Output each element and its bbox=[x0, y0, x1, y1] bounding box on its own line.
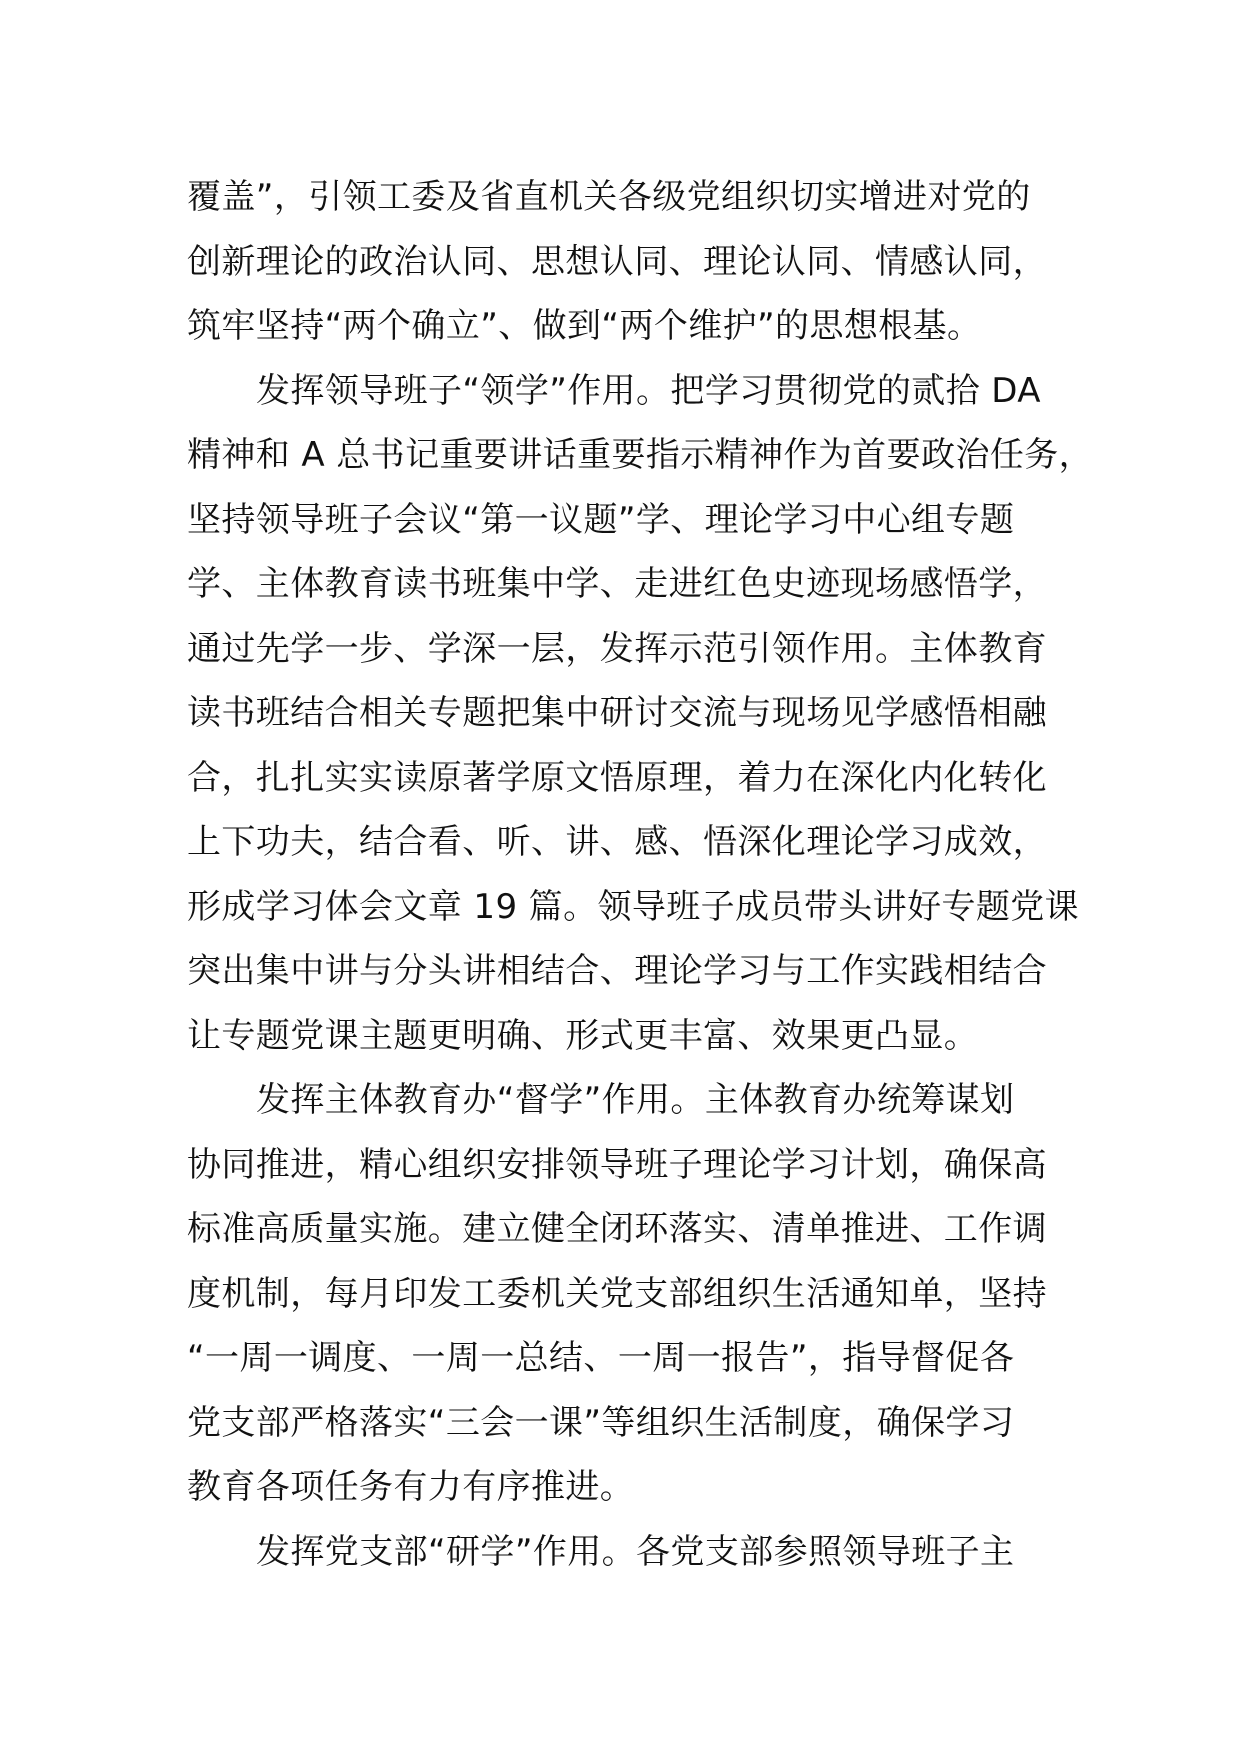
text-line: 精神和 A 总书记重要讲话重要指示精神作为首要政治任务， bbox=[187, 435, 1094, 475]
text-line: 通过先学一步、学深一层，发挥示范引领作用。主体教育 bbox=[187, 628, 1047, 669]
text-line: 坚持领导班子会议“第一议题”学、理论学习中心组专题 bbox=[187, 499, 1015, 540]
text-line: 教育各项任务有力有序推进。 bbox=[187, 1467, 635, 1507]
text-line: 学、主体教育读书班集中学、走进红色史迹现场感悟学， bbox=[187, 564, 1047, 604]
text-line: 上下功夫，结合看、听、讲、感、悟深化理论学习成效， bbox=[187, 822, 1047, 862]
text-line: 突出集中讲与分头讲相结合、理论学习与工作实践相结合 bbox=[187, 951, 1047, 991]
text-line: “一周一调度、一周一总结、一周一报告”，指导督促各 bbox=[187, 1338, 1015, 1378]
text-line: 协同推进，精心组织安排领导班子理论学习计划，确保高 bbox=[187, 1144, 1047, 1185]
text-line: 筑牢坚持“两个确立”、做到“两个维护”的思想根基。 bbox=[187, 306, 982, 346]
text-line: 标准高质量实施。建立健全闭环落实、清单推进、工作调 bbox=[187, 1209, 1047, 1249]
text-line: 形成学习体会文章 19 篇。领导班子成员带头讲好专题党课 bbox=[187, 886, 1080, 927]
paragraph-first-line: 发挥主体教育办“督学”作用。主体教育办统筹谋划 bbox=[256, 1080, 1015, 1120]
text-line: 创新理论的政治认同、思想认同、理论认同、情感认同， bbox=[187, 241, 1047, 282]
text-line: 度机制，每月印发工委机关党支部组织生活通知单，坚持 bbox=[187, 1273, 1047, 1314]
text-line: 合，扎扎实实读原著学原文悟原理，着力在深化内化转化 bbox=[187, 757, 1047, 798]
body-text bbox=[187, 165, 1094, 1584]
paragraph-first-line: 发挥党支部“研学”作用。各党支部参照领导班子主 bbox=[256, 1531, 1015, 1572]
text-line: 党支部严格落实“三会一课”等组织生活制度，确保学习 bbox=[187, 1402, 1015, 1443]
paragraph-first-line: 发挥领导班子“领学”作用。把学习贯彻党的贰拾 DA bbox=[256, 370, 1041, 411]
text-line: 读书班结合相关专题把集中研讨交流与现场见学感悟相融 bbox=[187, 693, 1047, 733]
text-line: 覆盖”，引领工委及省直机关各级党组织切实增进对党的 bbox=[187, 177, 1031, 217]
text-line: 让专题党课主题更明确、形式更丰富、效果更凸显。 bbox=[187, 1015, 979, 1056]
